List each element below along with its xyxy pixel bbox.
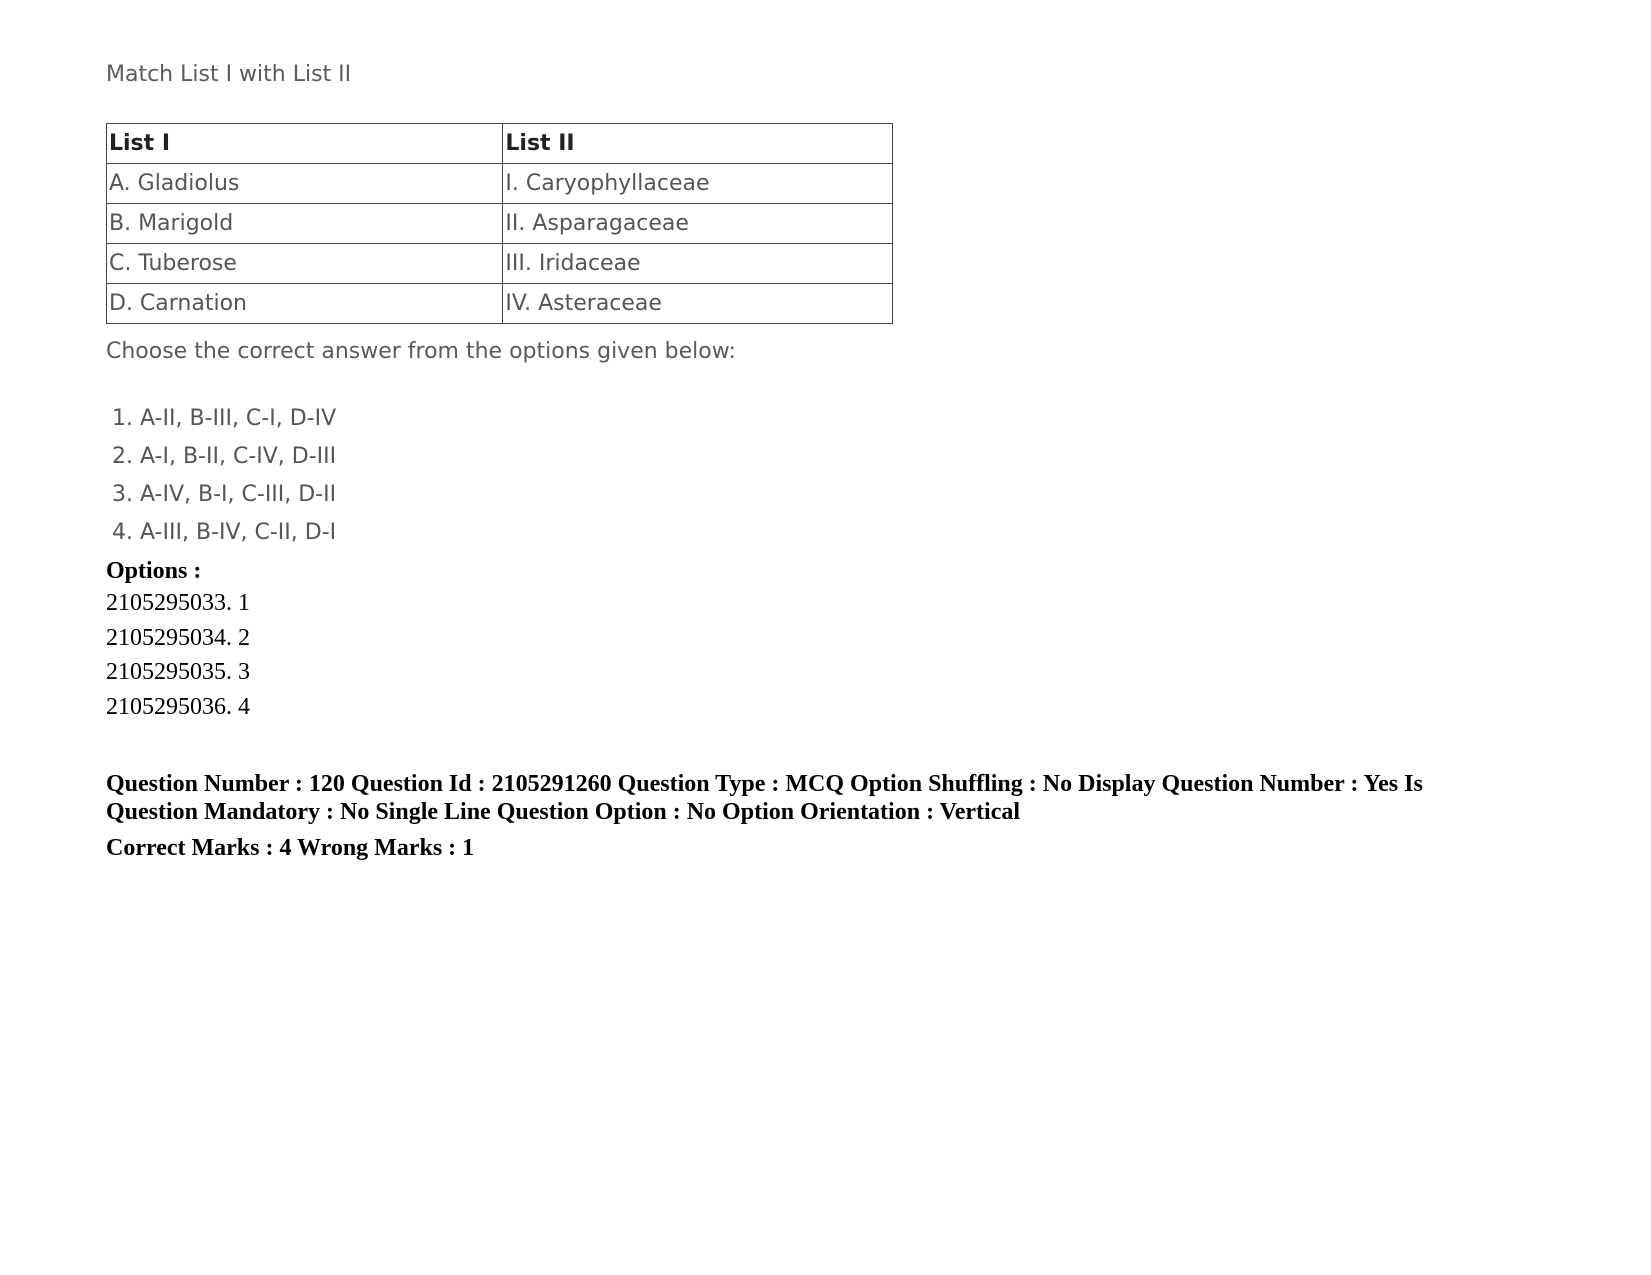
marks-line: Correct Marks : 4 Wrong Marks : 1: [106, 835, 475, 861]
match-table: [106, 123, 893, 324]
table-cell-list-1: D. Carnation: [107, 284, 503, 324]
table-row: [107, 244, 893, 284]
answer-choice: 2. A-I, B-II, C-IV, D-III: [112, 444, 337, 469]
table-cell-list-2: I. Caryophyllaceae: [503, 164, 893, 204]
metadata-line-1: Question Number : 120 Question Id : 2105291260 Question Type : MCQ Option Shuffling : No Display Question Number : Yes Is: [106, 771, 1423, 797]
options-section: [106, 556, 250, 724]
table-cell-list-2: II. Asparagaceae: [503, 204, 893, 244]
table-row: [107, 164, 893, 204]
answer-choices: [112, 400, 336, 552]
table-row: [107, 204, 893, 244]
table-cell-list-2: IV. Asteraceae: [503, 284, 893, 324]
answer-choice: 4. A-III, B-IV, C-II, D-I: [112, 520, 337, 545]
answer-choice: 3. A-IV, B-I, C-III, D-II: [112, 482, 337, 507]
question-intro: Match List I with List II: [106, 62, 352, 87]
table-cell-list-1: B. Marigold: [107, 204, 503, 244]
answer-choice: 1. A-II, B-III, C-I, D-IV: [112, 406, 337, 431]
option-item: 2105295034. 2: [106, 624, 250, 651]
options-heading: Options :: [106, 558, 202, 584]
question-prompt: Choose the correct answer from the options given below:: [106, 339, 736, 364]
table-cell-list-1: A. Gladiolus: [107, 164, 503, 204]
table-header-list-1: List I: [107, 124, 503, 164]
option-item: 2105295033. 1: [106, 590, 250, 616]
option-item: 2105295036. 4: [106, 693, 250, 720]
table-header-row: [107, 124, 893, 164]
table-cell-list-1: C. Tuberose: [107, 244, 503, 284]
option-item: 2105295035. 3: [106, 659, 250, 685]
table-header-list-2: List II: [503, 124, 893, 164]
metadata-line-2: Question Mandatory : No Single Line Question Option : No Option Orientation : Vertical: [106, 799, 1021, 825]
table-cell-list-2: III. Iridaceae: [503, 244, 893, 284]
question-metadata: [106, 770, 1546, 862]
question-block: [106, 60, 906, 545]
table-row: [107, 284, 893, 324]
